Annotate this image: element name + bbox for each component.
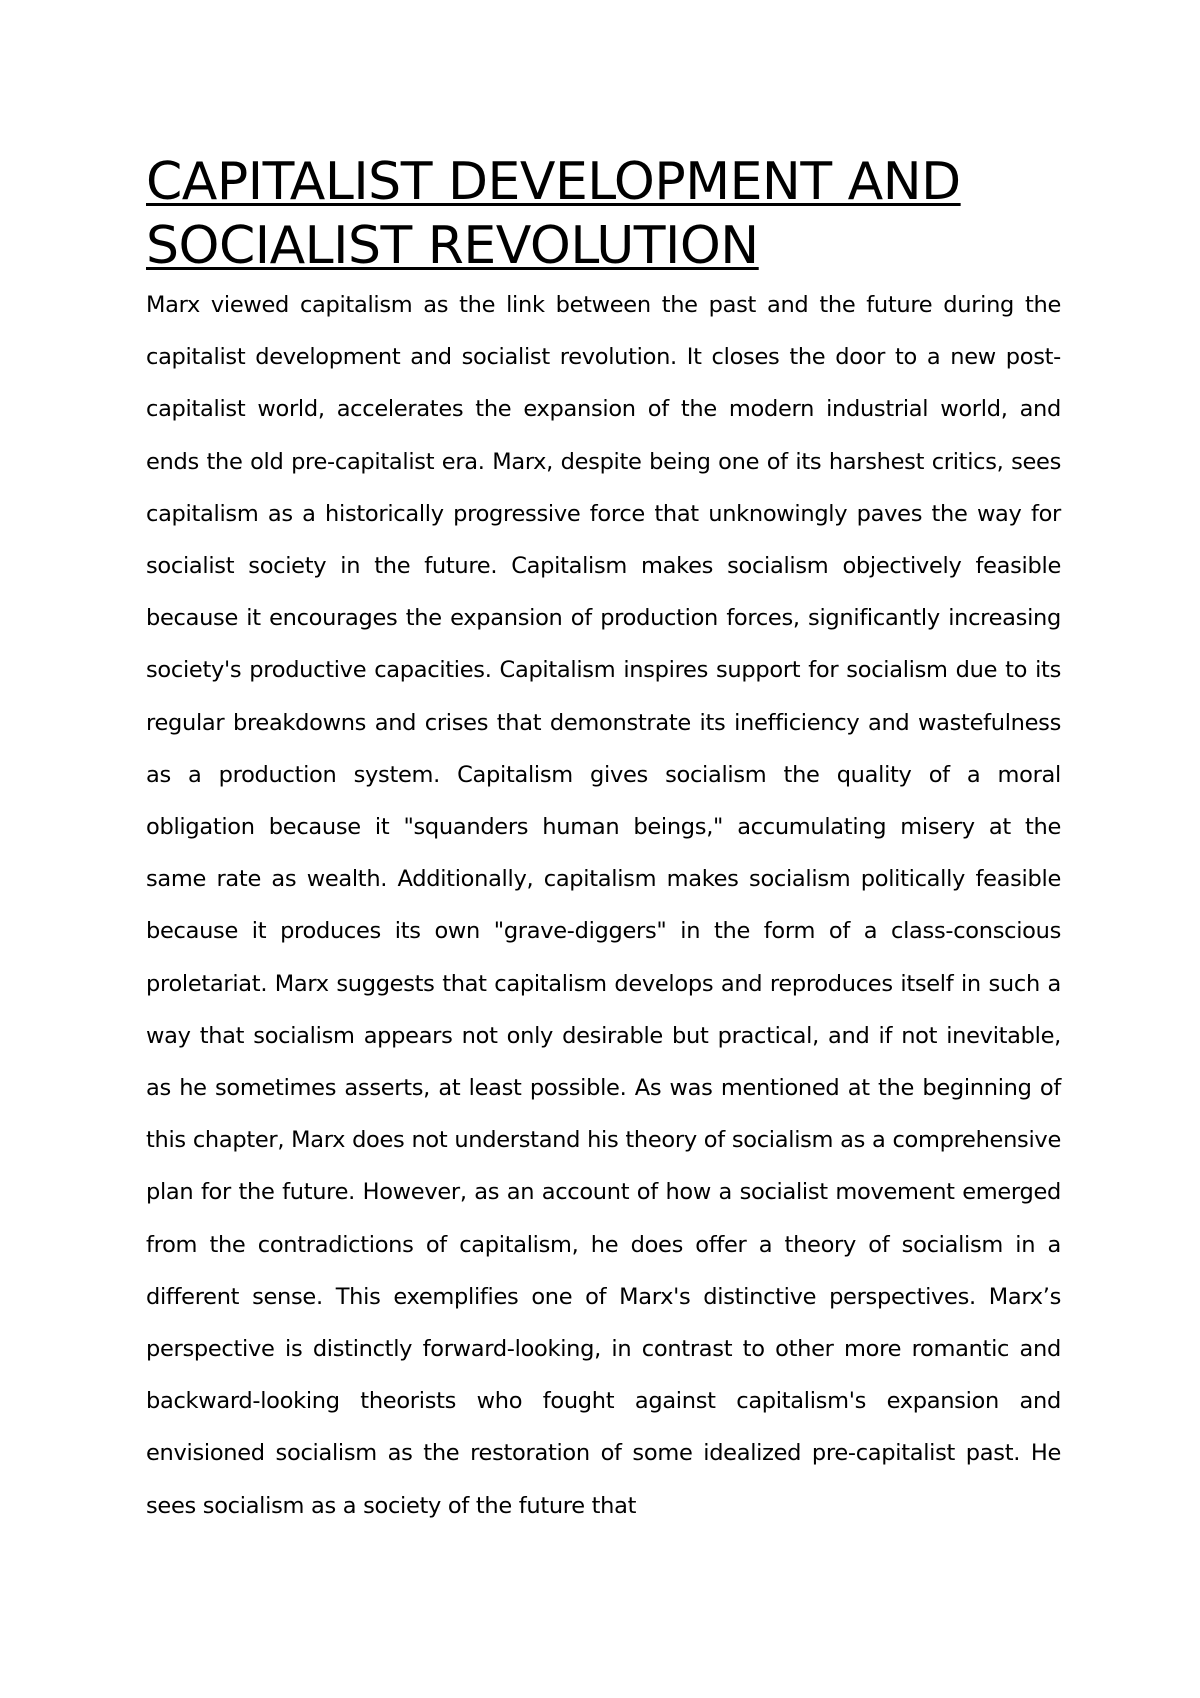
heading-line-2: SOCIALIST REVOLUTION (146, 216, 759, 276)
body-paragraph: Marx viewed capitalism as the link between the past and the future during the capitalist development and socialist revolution. It closes the door to a new post-capitalist world, accelerates the expansion of the modern industrial world, and ends the old pre-capitalist era. Marx, despite being one of its harshest critics, sees capitalism as a historically progressive force that unknowingly paves the way for socialist society in the future. Capitalism makes socialism objectively feasible because it encourages the expansion of production forces, significantly increasing society's productive capacities. Capitalism inspires support for socialism due to its regular breakdowns and crises that demonstrate its inefficiency and wastefulness as a production system. Capitalism gives socialism the quality of a moral obligation because it "squanders human beings," accumulating misery at the same rate as wealth. Additionally, capitalism makes socialism politically feasible because it produces its own "grave-diggers" in the form of a class-conscious proletariat. Marx suggests that capitalism develops and reproduces itself in such a way that socialism appears not only desirable but practical, and if not inevitable, as he sometimes asserts, at least possible. As was mentioned at the beginning of this chapter, Marx does not understand his theory of socialism as a comprehensive plan for the future. However, as an account of how a socialist movement emerged from the contradictions of capitalism, he does offer a theory of socialism in a different sense. This exemplifies one of Marx's distinctive perspectives. Marx’s perspective is distinctly forward-looking, in contrast to other more romantic and backward-looking theorists who fought against capitalism's expansion and envisioned socialism as the restoration of some idealized pre-capitalist past. He sees socialism as a society of the future that (146, 292, 1061, 1519)
heading-line-1: CAPITALIST DEVELOPMENT AND (146, 152, 961, 212)
document-heading (146, 150, 1066, 278)
